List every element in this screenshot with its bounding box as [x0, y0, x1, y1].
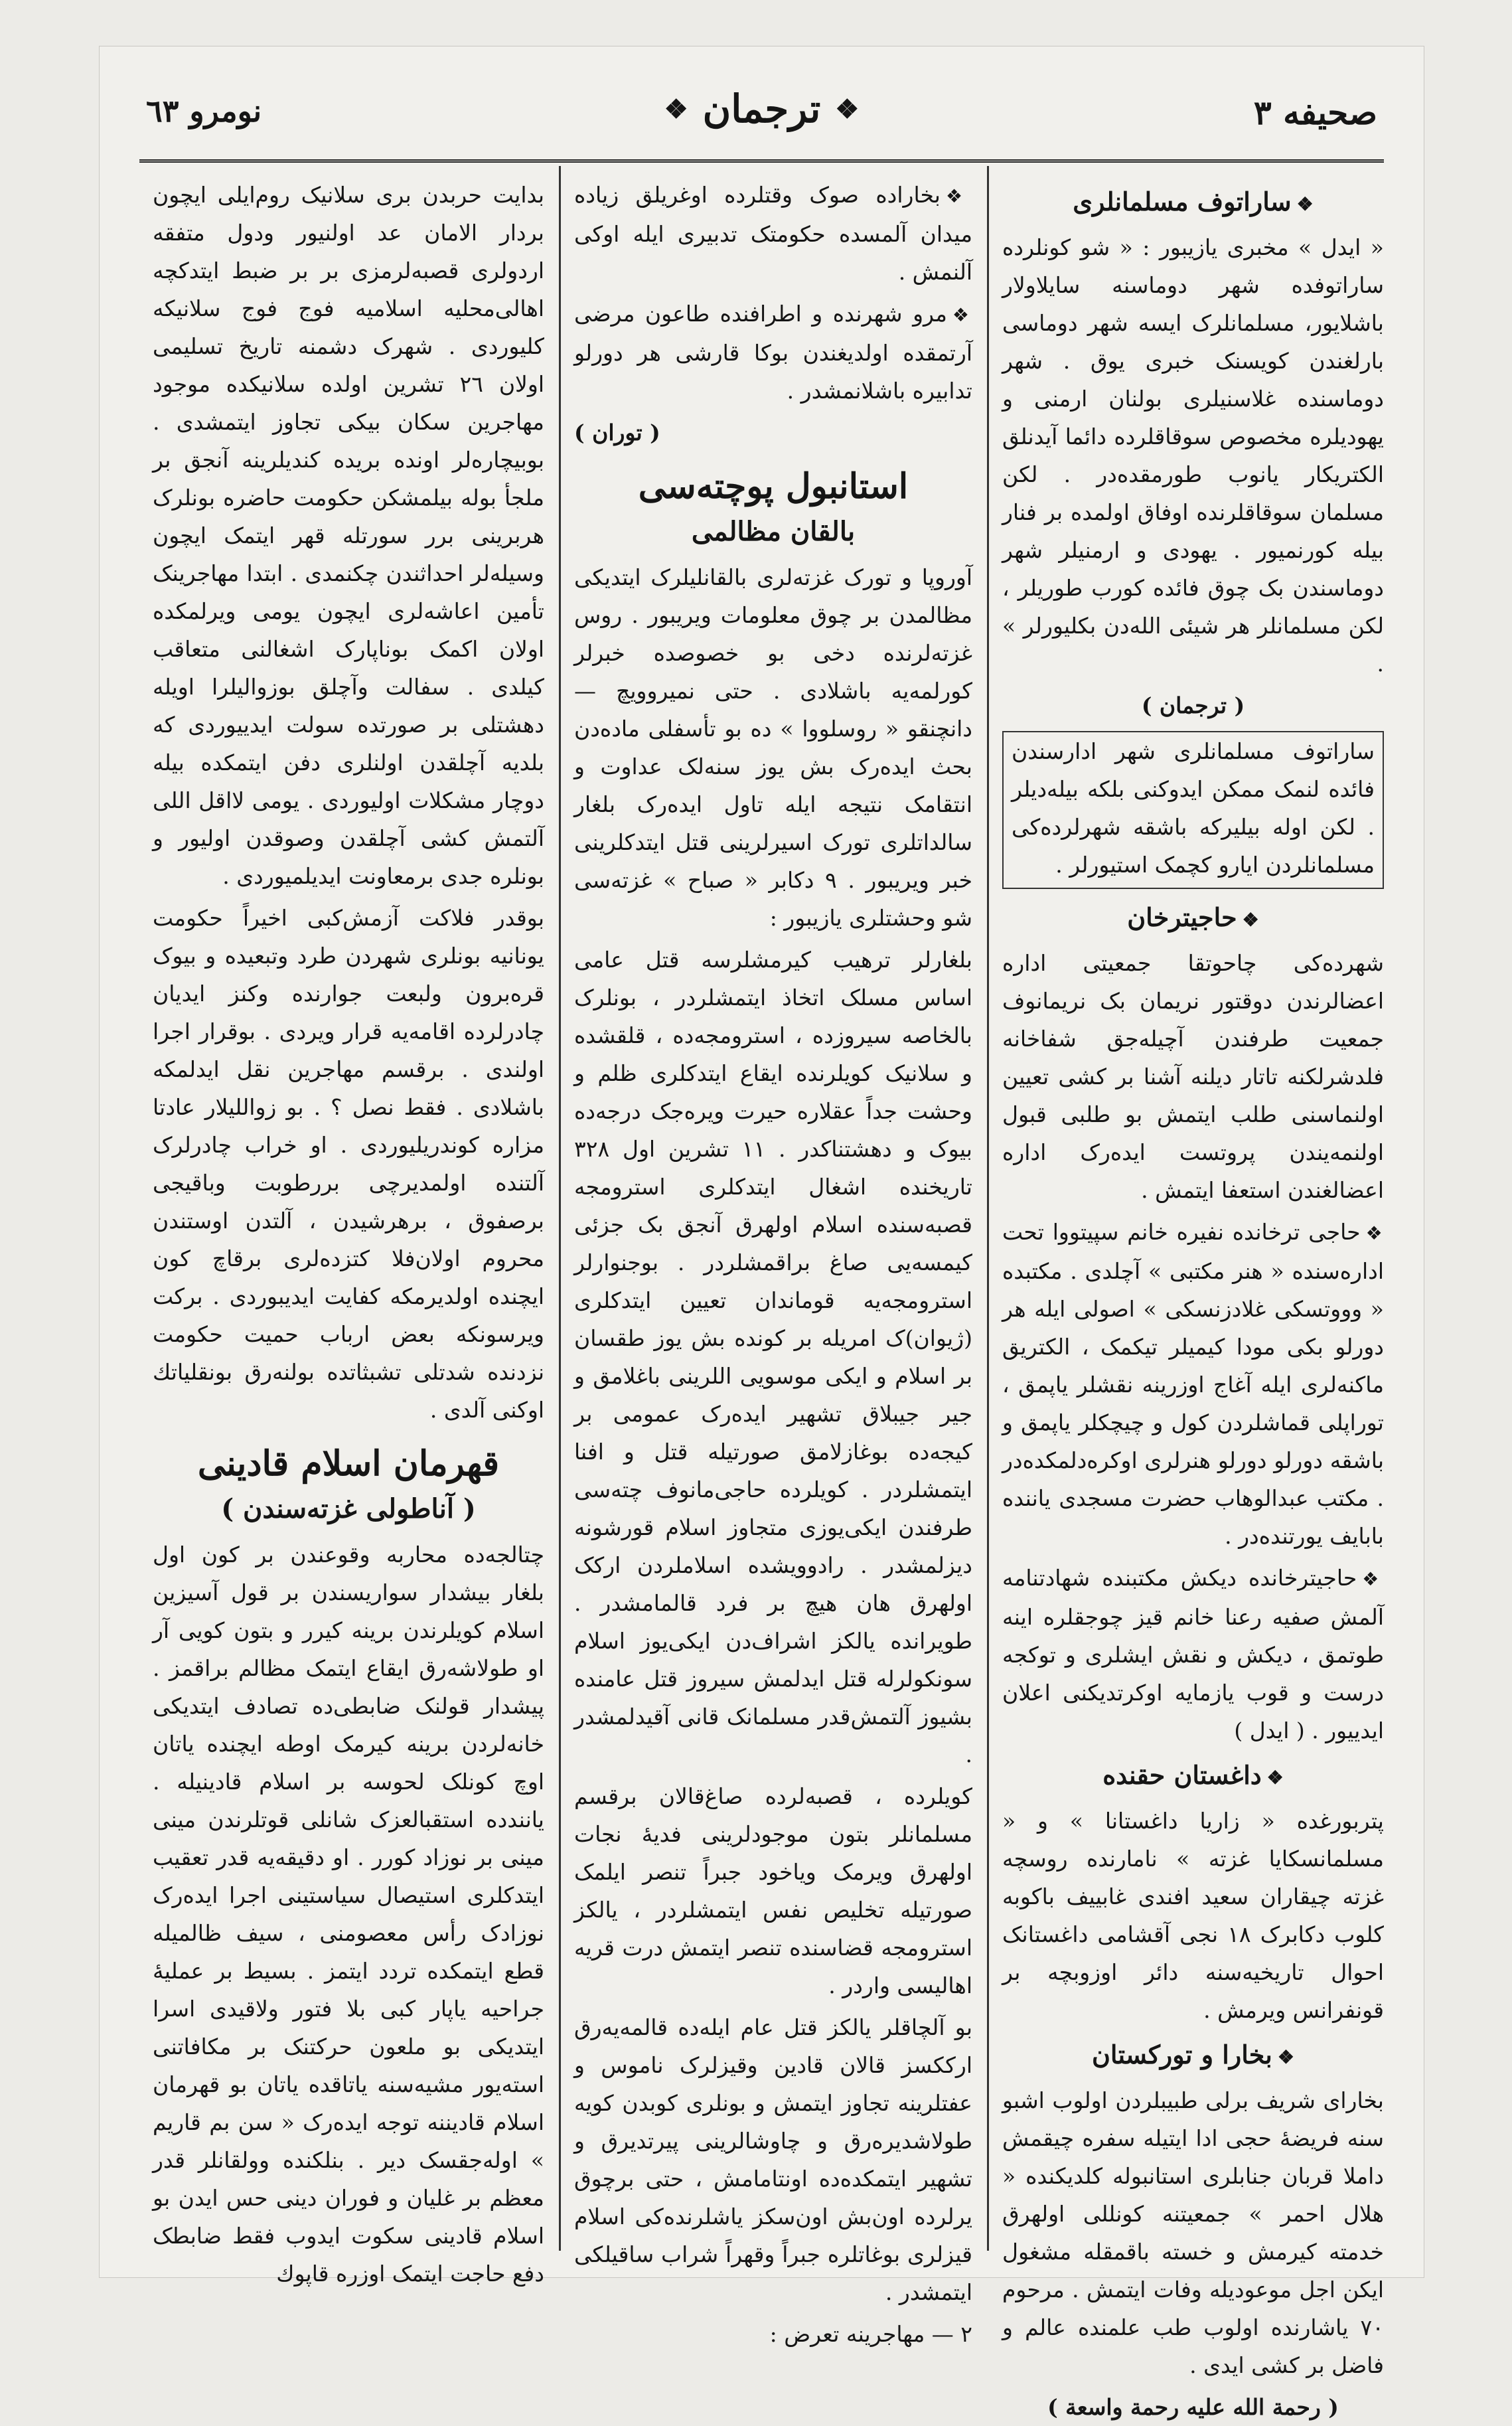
section-heading: ❖ساراتوف مسلمانلری — [1073, 187, 1314, 216]
page-label: صحیفه ٣ — [1253, 93, 1377, 132]
editorial-note-box — [1002, 731, 1384, 889]
section-heading: ❖بخارا و توركستان — [1091, 2040, 1294, 2069]
article-paragraph: بلغارلر ترهیب کیرمشلرسه قتل عامی اساس مسلک اتخاذ ایتمشلردر ، بونلرک بالخاصه سیروزده ، استرومجه‌ده ، قلقشده و سلانیک کویلرنده ایقاع ایتدکلری ظلم و وحشت جداً عقلاره حیرت ویره‌جک درجه‌ده بیوک و دهشتناکدر . ١١ تشرین اول ٣٢٨ تاریخنده اشغال ایتدکلری استرومجه قصبه‌سنده اسلام اولهرق آنجق بک جزئی کیمسه‌یی صاغ براقمشلردر . بوجنوارلر استرومجه‌یه قوماندان تعیین ایتدکلری (ژیوان)ک امریله بر کونده بش یوز طقسان بر اسلام و ایکی موسویی اللرینی باغلامق و جیر جیبلاق تشهیر ایده‌رک عمومی بر کیجه‌ده بوغازلامق صورتیله قتل و افنا ایتمشلردر . کویلرده حاجی‌مانوف چته‌سی طرفندن ایکی‌یوزی متجاوز اسلام قورشونه دیزلمشدر . رادوویشده اسلاملردن ارکک اولهرق هان هیچ بر فرد قالمامشدر . طویرانده یالکز اشراف‌دن ایکی‌یوز اسلام سونکولرله قتل ایدلمش سیروز قتل عامنده بشیوز آلتمش‌قدر مسلمانک قانی آقیدلمشدر . — [574, 947, 972, 1767]
column-left — [153, 176, 544, 2287]
column-middle — [574, 176, 973, 2347]
headline: قهرمان اسلام قادینی — [197, 1443, 500, 1484]
headline: استانبول پوچته‌سی — [638, 466, 909, 507]
article-paragraph: ❖حاجی ترخانده نفیره خانم سپیتووا تحت اداره‌سنده « هنر مکتبی » آچلدی . مکتبده « وووتسکی غلادزنسکی » اصولی ایله هر دورلو بکی مودا کیمیلر تیکمک ، الکتریق ماکنه‌لری ایله آغاج اوزرینه نقشلر یاپمق ، توراپلی قماشلردن کول و چیچکلر یاپمق و باشقه دورلو دورلو هنرلری اوکره‌دلمکده‌در . مکتب عبدالوهاب حضرت مسجدی یاننده بابایف یورتنده‌در . — [1002, 1219, 1385, 1549]
article-paragraph: ساراتوف مسلمانلری شهر ادارسندن فائده لنمک ممکن ایدوکنی بلکه بیله‌دیلر . لکن اوله بیلیرکه باشقه شهرلرده‌کی مسلمانلردن ایارو کچمک استیورلر . — [1012, 738, 1375, 878]
source-signature: ( ترجمان ) — [1141, 692, 1245, 718]
newspaper-title — [664, 86, 860, 131]
article-paragraph: ٢ — مهاجرینه تعرض : — [769, 2321, 972, 2347]
article-paragraph: بخارای شریف برلی طبیبلردن اولوب اشبو سنه فریضهٔ حجی ادا ایتیله سفره چیقمش داملا قربان جنابلری استانبوله کلدیکنده « هلال احمر » جمعیتنه کونللی اولهرق خدمته کیرمش و خسته باقمقله مشغول ایکن اجل موعودیله وفات ایتمش . مرحوم ٧٠ یاشارنده اولوب طب علمنده عالم و فاضل بر کشی ایدی . — [1002, 2087, 1384, 2378]
masthead — [139, 73, 1384, 159]
article-paragraph: بدایت حربدن بری سلانیک روم‌ایلی ایچون بردار الامان عد اولنیور ودول متفقه اردولری قصبه‌لرمزی بر بر ضبط ایتدکچه اهالی‌محلیه اسلامیه فوج فوج سلانیکه کلیوردی . شهرک دشمنه تاریخ تسلیمی اولان ٢٦ تشرین اولده سلانیکده موجود مهاجرین سکان بیکی تجاوز ایتمشدی . بوبیچاره‌لر اونده بریده کندیلرینه آنجق بر ملجأ بوله بیلمشکن حکومت حاضره بونلرک هربرینی برر سورتله قهر ایتمک ایچون وسیله‌لر احداثندن چکنمدی . ابتدا مهاجرینک تأمین اعاشه‌لری ایچون یومی ویرلمکده اولان اکمک بوناپارک اشغالنی متعاقب کیلدی . سفالت وآچلق بوزوالیلرا اویله دهشتلی بر صورتده سولت ایدییوردی که بلدیه آچلقدن اولنلری دفن ایتمکده بیله دوچار مشکلات اولیوردی . یومی لااقل اللی آلتمش کشی آچلقدن وصوقدن اولیور و بونلره جدی برمعاونت ایدیلمیوردی . — [153, 182, 544, 889]
column-divider — [987, 166, 989, 2251]
article-paragraph: آوروپا و تورک غزته‌لری بالقانلیلرک ایتدیکی مظالمدن بر چوق معلومات ویریبور . روس غزته‌لرنده دخی بو خصوصده خبرلر کورلمه‌یه باشلادی . حتی نمیروویچ — دانچنقو « روسلووا » ده بو تأسفلی ماده‌دن بحث ایده‌رک بش یوز سنه‌لک عداوت و انتقامک نتیجه ایله تاول ایده‌رک بلغار سالداتلری تورک اسیرلرینی قتل ایتدکلرینی خبر ویریبور . ٩ دکابر « صباح » غزته‌سی شو وحشتلری یازیبور : — [574, 564, 973, 931]
newspaper-page — [100, 46, 1424, 2420]
article-paragraph: چتالجه‌ده محاربه وقوعندن بر کون اول بلغار بیشدار سواریسندن بر قول آسیزین اسلام کویلرندن برینه کیرر و بتون کویی آر او طولاشه‌رق ایقاع ایتمک مظالم براقمز . پیشدار قولنک ضابطی‌ده تصادف ایتدیکی خانه‌لردن برینه کیرمک اوطه ایچنده یاتان اوچ کونلک لحوسه بر اسلام قادینیله . یانندده استقبالعزک شانلی قوتلرندن مینی مینی بر نوزاد کورر . او دقیقه‌یه قدر تعقیب ایتدکلری استیصال سیاستینی اجرا ایده‌رک نوزادک رأس معصومنی ، سیف ظالمیله قطع ایتمکده تردد ایتمز . بسیط بر عملیهٔ جراحیه یاپار کبی بلا فتور ولاقیدی اسرا ایتدیکی بو ملعون حرکتنک بر مکافاتنی استه‌یور مشیه‌سنه یاتاقده یاتان بو قهرمان اسلام قادیننه توجه ایده‌رک « سن بم قاریم » اوله‌جقسک دیر . بنلکنده وولقانلر قدر معظم بر غلیان و فوران دینی حس ایدن بو اسلام قادینی سکوت ایدوب فقط ضابطک دفع حاجت ایتمک اوزره قاپوك — [153, 1542, 544, 2287]
ornament-icon: ❖ — [1277, 2046, 1294, 2068]
article-paragraph: بو آلچاقلر یالکز قتل عام ایله‌ده قالمه‌یه‌رق ارککسز قالان قادین وقیزلرک ناموس و عفتلرینه تجاوز ایتمش و بونلری کوبدن کویه طولاشدیره‌رق و چاوشالرینی پیرتدیرق و تشهیر ایتمکده‌ده اونتامامش ، حتی برچوق یرلرده اون‌بش اون‌سکز یاشلرنده‌کی اسلام قیزلری بوغاتلره جبراً وقهراً شراب ساقیلکی ایتمشدر . — [574, 2014, 972, 2305]
article-paragraph: پتربورغده « زاریا داغستانا » و « مسلمانسکایا غزته » نامارنده روسچه غزته چیقاران سعید افندی غابییف باکوبه کلوب دکابرک ١٨ نجی آقشامی داغستانک احوال تاریخیه‌سنه دائر اوزوبچه بر قونفرانس ویرمش . — [1002, 1808, 1384, 2023]
source-signature: ( رحمة الله علیه رحمة واسعة ) — [1047, 2394, 1339, 2420]
ornament-icon: ❖ — [1296, 193, 1314, 215]
ornament-icon: ❖ — [835, 93, 860, 125]
column-divider — [559, 166, 561, 2251]
issue-number: نومرو ٦٣ — [146, 93, 262, 129]
ornament-icon: ❖ — [1266, 1767, 1284, 1789]
article-paragraph: بوقدر فلاکت آزمش‌کبی اخیراً حکومت یونانیه بونلری شهردن طرد وتبعیده و بیوک قره‌برون ولبعت جوارنده وکنز ایدیان چادرلرده اقامه‌یه قرار ویردی . بوقرار اجرا اولندی . برقسم مهاجرین نقل ایدلمکه باشلادی . فقط نصل ؟ . بو زواللیلار عادتا مزاره کوندریلیوردی . او خراب چادرلرک آلتنده اولمدیرچی بررطوبت وباقیجی برصفوق ، برهرشیدن ، آلتدن اوستندن محروم اولان‌فلا کتزده‌لری برقاچ کون ایچنده اولدیرمکه کفایت ایدیبوردی . برکت ویرسونکه بعض ارباب حمیت حکومت نزدنده شدتلی تشبثاتده بولنه‌رق بونقلیاتك اوکنی آلدی . — [153, 905, 544, 1423]
ornament-icon: ❖ — [1362, 1568, 1384, 1590]
section-heading: ❖داغستان حقنده — [1102, 1760, 1284, 1790]
column-right — [1002, 176, 1385, 2420]
article-paragraph: ❖بخاراده صوک وقتلرده اوغریلق زیاده میدان آلمسده حکومتک تدبیری ایله اوکی آلنمش . — [574, 182, 972, 285]
sub-headline: ( آناطولی غزته‌سندن ) — [221, 1493, 476, 1524]
article-paragraph: ❖مرو شهرنده و اطرافنده طاعون مرضی آرتمقده اولدیغندن بوکا قارشی هر دورلو تدابیره باشلانمشدر . — [574, 301, 972, 404]
title-text: ترجمان — [702, 86, 821, 131]
article-paragraph: ❖حاجیترخانده دیکش مکتبنده شهادتنامه آلمش صفیه رعنا خانم قیز چوجقلره اینه طوتمق ، دیکش و نقش ایشلری و توکجه درست و قوب یازمایه اوکرتدیکنی اعلان ایدییور . ( ایدل ) — [1002, 1565, 1384, 1743]
article-paragraph: « ایدل » مخبری یازیبور : « شو کونلرده ساراتوفده شهر دوماسنه سایلاولار باشلایور، مسلمانلرک ایسه شهر دوماسی بارلغندن کویسنک خبری یوق . شهر دوماسنده غلاسنیلری بولنان ارمنی و یهودیلره مخصوص سوقاقلرده دائما آیدنلق الکتریکار یانوب طورمقده‌در . لکن مسلمان سوقاقلرنده اوفاق اولمده بر فنار بیله کورنمیور . یهودی و ارمنیلر شهر دوماسندن بک چوق فائده کورب طوریلر ، لکن مسلمانلر هر شیئی الله‌دن بکلیورلر » . — [1002, 234, 1384, 677]
ornament-icon: ❖ — [664, 93, 688, 125]
ornament-icon: ❖ — [952, 304, 972, 326]
article-paragraph: شهرده‌کی چاحوتقا جمعیتی اداره اعضالرندن دوقتور نریمان بک نریمانوف جمعیت طرفندن آچیله‌جق شفاخانه فلدشرلکنه تاتار دیلنه آشنا بر کشی تعیین اولنماسنی طلب ایتمش بو طلبی قبول اولنمه‌یندن پروتست ایده‌رک اداره اعضالغندن استعفا ایتمش . — [1002, 950, 1384, 1203]
article-paragraph: کویلرده ، قصبه‌لرده صاغ‌قالان برقسم مسلمانلر بتون موجودلرینی فدیهٔ نجات اولهرق ویرمک ویاخود جبراً تنصر ایلمک صورتیله تخلیص نفس ایتمشلردر ، یالکز استرومجه قضاسنده تنصر ایتمش درت قریه اهالیسی واردر . — [574, 1783, 972, 1998]
ornament-icon: ❖ — [1242, 909, 1259, 931]
ornament-icon: ❖ — [1365, 1222, 1385, 1244]
source-signature: ( توران ) — [574, 420, 660, 445]
masthead-rule — [139, 159, 1384, 163]
section-heading: ❖حاجیترخان — [1127, 902, 1259, 932]
ornament-icon: ❖ — [945, 185, 972, 207]
sub-headline: بالقان مظالمی — [691, 516, 856, 547]
